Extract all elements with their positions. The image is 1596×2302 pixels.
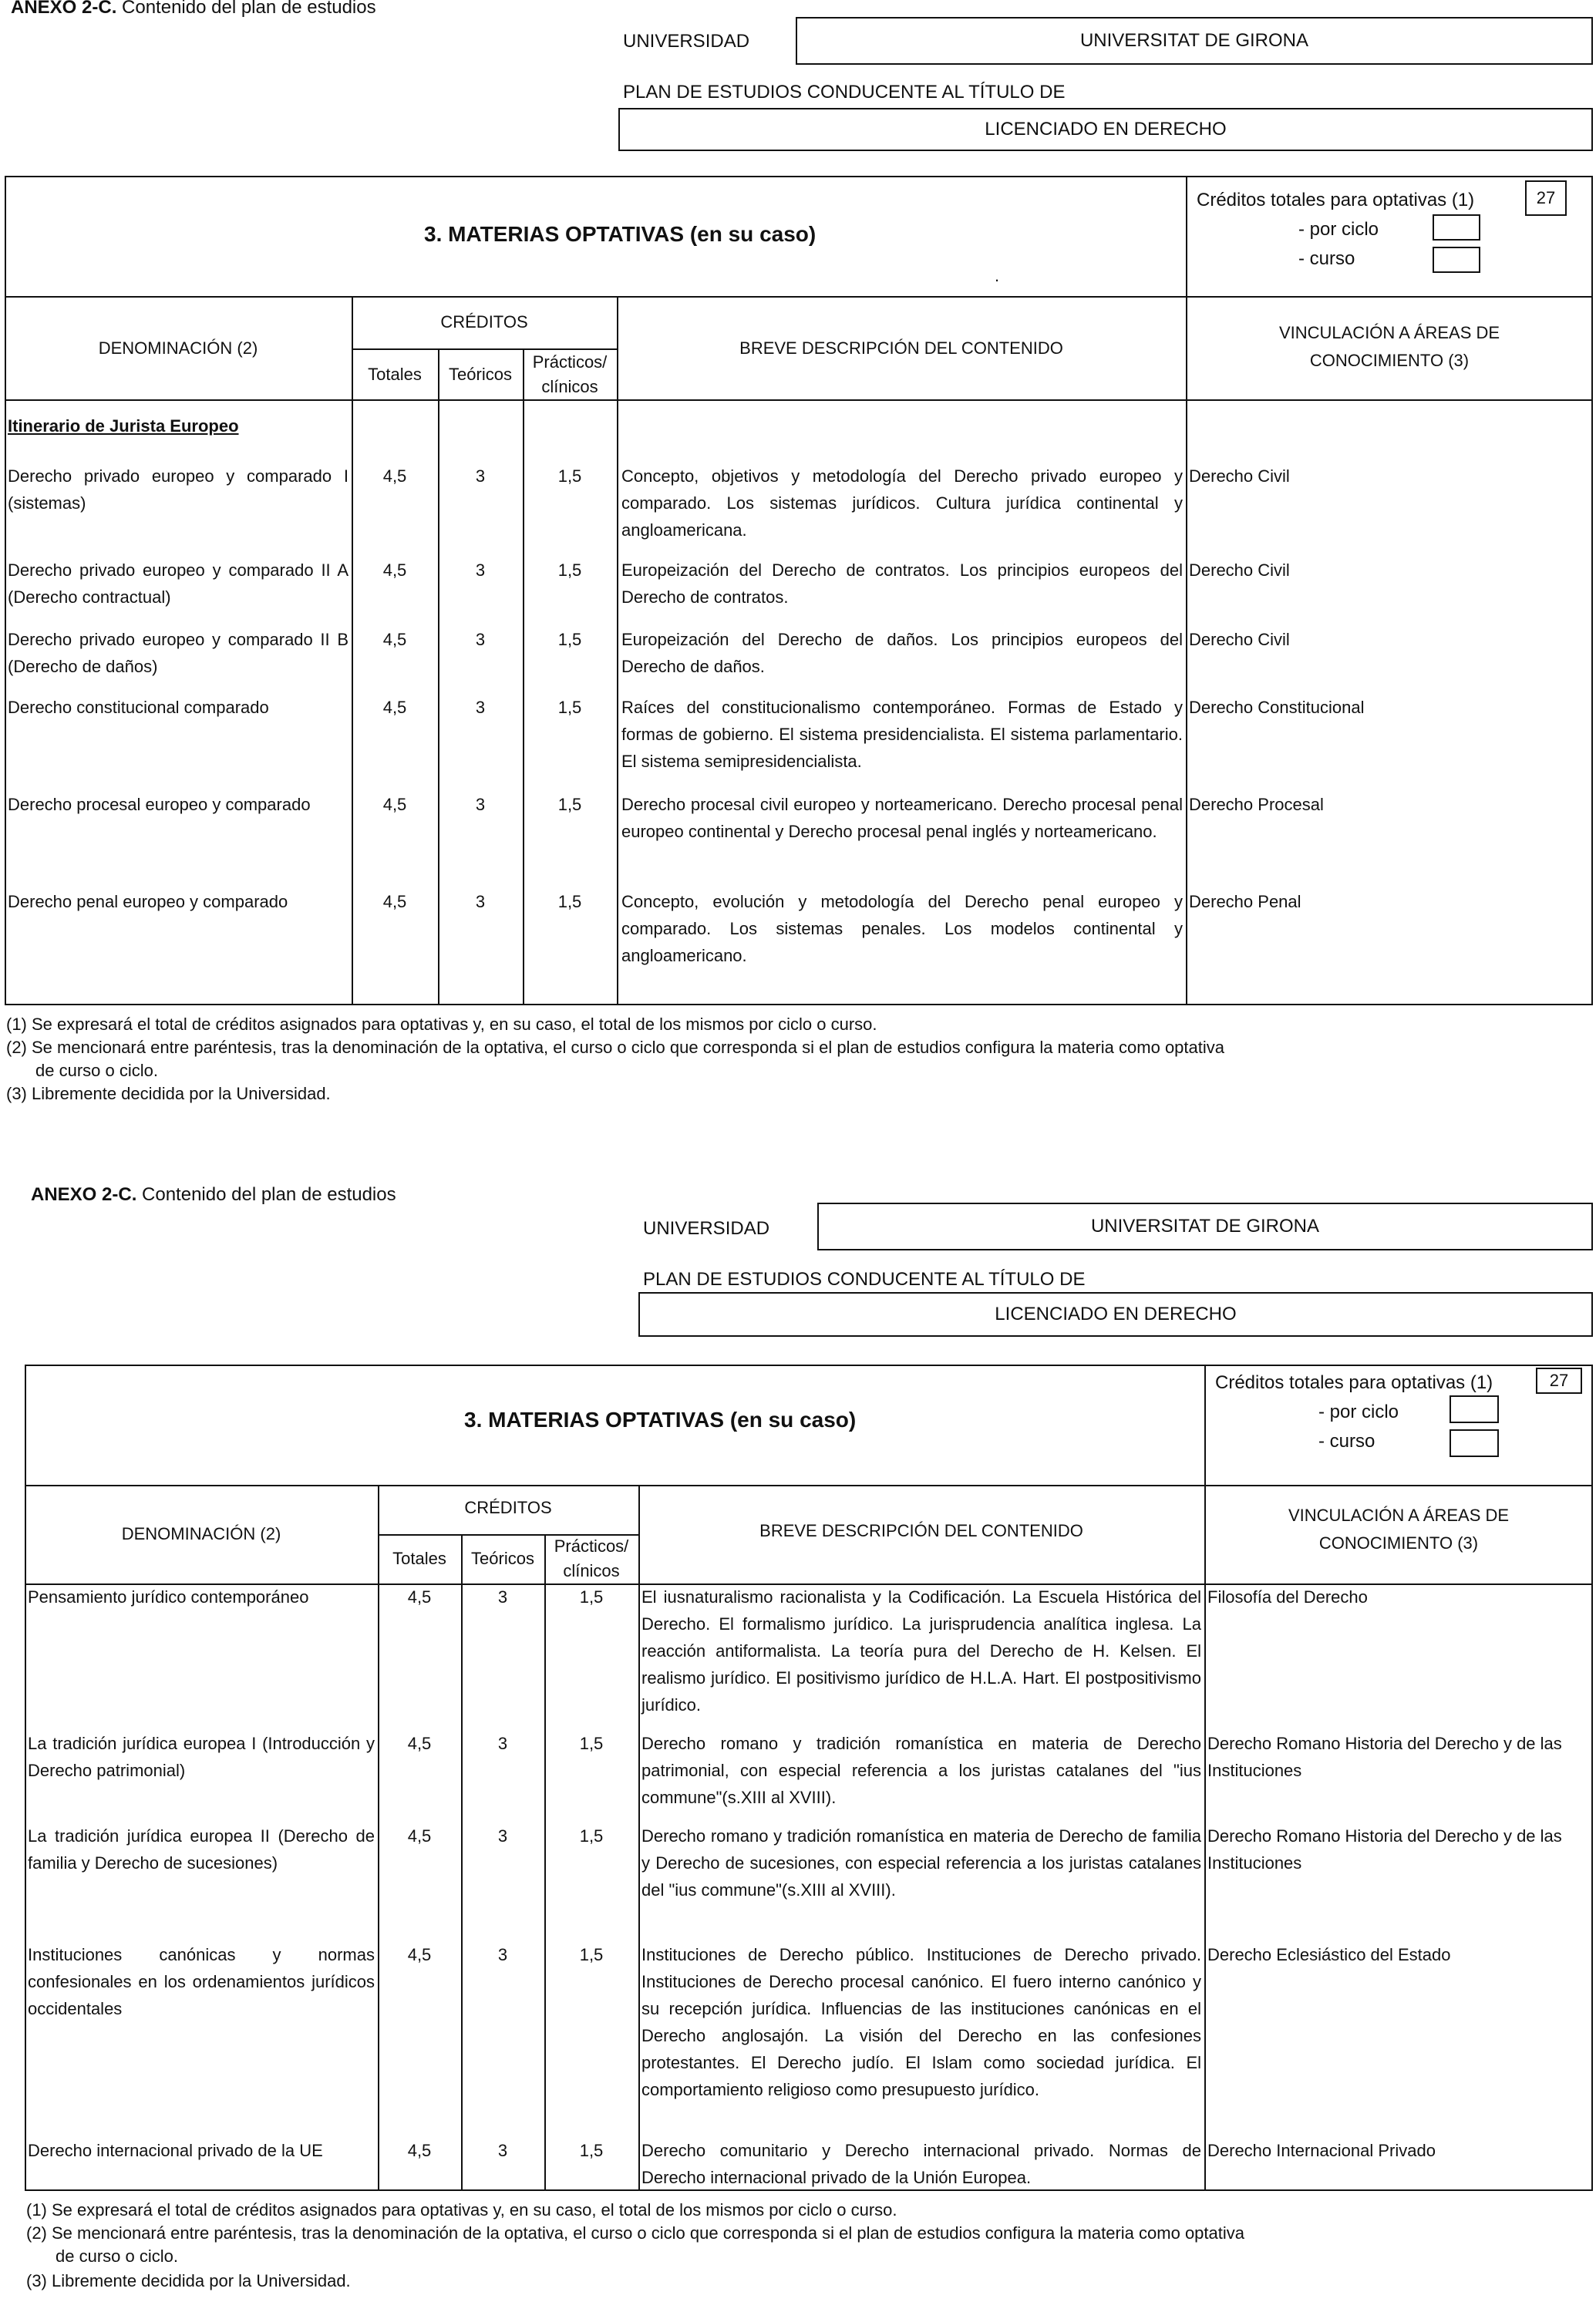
row-name: La tradición jurídica europea I (Introducción y Derecho patrimonial)	[28, 1734, 375, 1780]
row-practicos: 1,5	[557, 630, 582, 649]
header-teoricos: Teóricos	[471, 1549, 534, 1568]
row-practicos: 1,5	[557, 560, 582, 580]
row-practicos: 1,5	[579, 1587, 604, 1607]
row-name: Derecho privado europeo y comparado II B (Derecho de daños)	[8, 630, 348, 676]
row-name: Derecho privado europeo y comparado I (sistemas)	[8, 466, 348, 513]
header-practicos-2: clínicos	[563, 1561, 620, 1580]
degree-name: LICENCIADO EN DERECHO	[995, 1304, 1237, 1324]
row-area: Derecho Civil	[1189, 560, 1290, 580]
header-creditos: CRÉDITOS	[464, 1498, 552, 1517]
header-vinculacion-1: VINCULACIÓN A ÁREAS DE	[1288, 1506, 1510, 1525]
credits-total-value: 27	[1525, 180, 1567, 216]
line	[617, 296, 618, 1005]
row-practicos: 1,5	[579, 1945, 604, 1964]
por-ciclo-label: - por ciclo	[1298, 219, 1379, 240]
line	[1186, 296, 1187, 1005]
curso-box	[1450, 1429, 1499, 1457]
header-creditos: CRÉDITOS	[440, 312, 528, 332]
row-area: Derecho Internacional Privado	[1207, 2141, 1436, 2160]
row-description: Derecho procesal civil europeo y norteamericano. Derecho procesal penal europeo continental y Derecho procesal penal inglés y norteamericano.	[621, 795, 1183, 841]
row-area: Derecho Eclesiástico del Estado	[1207, 1945, 1451, 1964]
line	[1204, 1365, 1206, 1486]
row-teoricos: 3	[497, 1945, 508, 1964]
row-area: Derecho Constitucional	[1189, 698, 1365, 717]
row-name: Pensamiento jurídico contemporáneo	[28, 1587, 309, 1607]
row-area: Derecho Penal	[1189, 892, 1301, 911]
credits-total-label: Créditos totales para optativas (1)	[1215, 1372, 1493, 1393]
row-name: Derecho procesal europeo y comparado	[8, 795, 311, 814]
row-name: Instituciones canónicas y normas confesionales en los ordenamientos jurídicos occidentales	[28, 1945, 375, 2018]
line	[5, 296, 1593, 298]
line	[1186, 176, 1187, 297]
annex-rest: Contenido del plan de estudios	[142, 1184, 396, 1205]
annex-bold: ANEXO 2-C.	[31, 1184, 137, 1205]
section-title: 3. MATERIAS OPTATIVAS (en su caso)	[464, 1408, 857, 1432]
row-practicos: 1,5	[557, 795, 582, 814]
row-area: Derecho Romano Historia del Derecho y de las Instituciones	[1207, 1826, 1562, 1873]
header-teoricos: Teóricos	[449, 365, 512, 384]
row-practicos: 1,5	[579, 2141, 604, 2160]
row-description: Derecho romano y tradición romanística en materia de Derecho de familia y Derecho de sucesiones, con especial referencia a los juristas catalanes del "ius commune"(s.XIII al XVIII).	[641, 1826, 1201, 1900]
header-practicos-2: clínicos	[541, 377, 598, 396]
footnote-3: (3) Libremente decidida por la Universidad.	[6, 1084, 331, 1103]
row-totales: 4,5	[407, 1587, 432, 1607]
row-teoricos: 3	[475, 698, 486, 717]
row-teoricos: 3	[475, 795, 486, 814]
row-practicos: 1,5	[579, 1734, 604, 1753]
row-area: Derecho Civil	[1189, 466, 1290, 486]
row-name: Derecho constitucional comparado	[8, 698, 269, 717]
header-descripcion: BREVE DESCRIPCIÓN DEL CONTENIDO	[759, 1521, 1083, 1540]
row-area: Derecho Romano Historia del Derecho y de las Instituciones	[1207, 1734, 1562, 1780]
row-totales: 4,5	[407, 1826, 432, 1846]
line	[544, 1534, 546, 2191]
plan-label: PLAN DE ESTUDIOS CONDUCENTE AL TÍTULO DE	[623, 82, 1066, 103]
credits-total-value: 27	[1536, 1368, 1582, 1394]
row-totales: 4,5	[382, 630, 407, 649]
row-description: Derecho comunitario y Derecho internacional privado. Normas de Derecho internacional privado de la Unión Europea.	[641, 2141, 1201, 2187]
row-totales: 4,5	[407, 1945, 432, 1964]
row-totales: 4,5	[382, 795, 407, 814]
row-totales: 4,5	[407, 2141, 432, 2160]
row-description: Derecho romano y tradición romanística en materia de Derecho patrimonial, con especial referencia a los juristas catalanes del "ius commune"(s.XIII al XVIII).	[641, 1734, 1201, 1807]
annex-rest: Contenido del plan de estudios	[122, 0, 376, 18]
line	[25, 1485, 1593, 1486]
footnote-2: (2) Se mencionará entre paréntesis, tras la denominación de la optativa, el curso o ciclo que corresponda si el plan de estudios configura la materia como optativa	[6, 1038, 1224, 1057]
annex-title	[31, 1184, 396, 1206]
annex-title	[11, 0, 376, 19]
row-teoricos: 3	[497, 2141, 508, 2160]
degree-box	[638, 1292, 1593, 1337]
header-vinculacion-2: CONOCIMIENTO (3)	[1318, 1533, 1479, 1553]
itinerary-title: Itinerario de Jurista Europeo	[8, 416, 239, 436]
university-name: UNIVERSITAT DE GIRONA	[1090, 1216, 1320, 1237]
row-area: Filosofía del Derecho	[1207, 1587, 1368, 1607]
row-name: La tradición jurídica europea II (Derecho de familia y Derecho de sucesiones)	[28, 1826, 375, 1873]
section-title: 3. MATERIAS OPTATIVAS (en su caso)	[424, 222, 817, 246]
row-description: Concepto, evolución y metodología del Derecho penal europeo y comparado. Los sistemas penales. Los modelos continental y angloamericano.	[621, 892, 1183, 965]
row-totales: 4,5	[382, 560, 407, 580]
decorative-dot: .	[995, 266, 1000, 285]
footnote-1: (1) Se expresará el total de créditos asignados para optativas y, en su caso, el total de los mismos por ciclo o curso.	[6, 1015, 877, 1034]
footnote-1: (1) Se expresará el total de créditos asignados para optativas y, en su caso, el total de los mismos por ciclo o curso.	[26, 2200, 897, 2220]
row-name: Derecho penal europeo y comparado	[8, 892, 288, 911]
line	[5, 399, 1593, 401]
row-practicos: 1,5	[579, 1826, 604, 1846]
header-practicos-1: Prácticos/	[554, 1536, 629, 1556]
annex-bold: ANEXO 2-C.	[11, 0, 117, 18]
header-denominacion: DENOMINACIÓN (2)	[121, 1524, 281, 1543]
row-description: Concepto, objetivos y metodología del Derecho privado europeo y comparado. Los sistemas jurídicos. Cultura jurídica continental y angloamericana.	[621, 466, 1183, 540]
university-name-box	[817, 1203, 1593, 1250]
row-totales: 4,5	[382, 892, 407, 911]
university-label: UNIVERSIDAD	[643, 1218, 770, 1239]
por-ciclo-box	[1433, 214, 1480, 241]
row-description: Europeización del Derecho de contratos. Los principios europeos del Derecho de contratos.	[621, 560, 1183, 607]
row-practicos: 1,5	[557, 698, 582, 717]
university-label: UNIVERSIDAD	[623, 31, 750, 52]
row-area: Derecho Procesal	[1189, 795, 1324, 814]
row-teoricos: 3	[475, 630, 486, 649]
header-vinculacion-2: CONOCIMIENTO (3)	[1309, 351, 1470, 370]
row-teoricos: 3	[475, 466, 486, 486]
por-ciclo-box	[1450, 1395, 1499, 1423]
row-totales: 4,5	[382, 698, 407, 717]
footnote-2b: de curso o ciclo.	[56, 2246, 178, 2266]
row-teoricos: 3	[497, 1587, 508, 1607]
curso-box	[1433, 247, 1480, 273]
por-ciclo-label: - por ciclo	[1318, 1402, 1399, 1422]
row-area: Derecho Civil	[1189, 630, 1290, 649]
header-practicos-1: Prácticos/	[532, 352, 608, 372]
credits-total-label: Créditos totales para optativas (1)	[1197, 190, 1475, 210]
row-teoricos: 3	[497, 1826, 508, 1846]
row-totales: 4,5	[382, 466, 407, 486]
row-name: Derecho privado europeo y comparado II A (Derecho contractual)	[8, 560, 348, 607]
row-totales: 4,5	[407, 1734, 432, 1753]
header-vinculacion-1: VINCULACIÓN A ÁREAS DE	[1278, 323, 1500, 342]
row-description: Instituciones de Derecho público. Instituciones de Derecho privado. Instituciones de Derecho procesal canónico. El fuero interno canónico y su recepción jurídica. Influencias de las instituciones canónicas en el Derecho anglosajón. La visión del Derecho en las confesiones protestantes. El Derecho judío. El Islam como sociedad jurídica. El comportamiento religioso como presupuesto jurídico.	[641, 1945, 1201, 2099]
header-descripcion: BREVE DESCRIPCIÓN DEL CONTENIDO	[739, 338, 1063, 358]
row-description: Raíces del constitucionalismo contemporáneo. Formas de Estado y formas de gobierno. El sistema presidencialista. El sistema parlamentario. El sistema semipresidencialista.	[621, 698, 1183, 771]
row-description: El iusnaturalismo racionalista y la Codificación. La Escuela Histórica del Derecho. El formalismo jurídico. La jurisprudencia analítica inglesa. La reacción antiformalista. La teoría pura del Derecho de H. Kelsen. El realismo jurídico. El positivismo jurídico de H.L.A. Hart. El postpositivismo jurídico.	[641, 1587, 1201, 1715]
line	[461, 1534, 463, 2191]
curso-label: - curso	[1298, 248, 1355, 269]
header-totales: Totales	[368, 365, 422, 384]
university-name: UNIVERSITAT DE GIRONA	[1079, 30, 1309, 51]
row-teoricos: 3	[475, 892, 486, 911]
row-practicos: 1,5	[557, 892, 582, 911]
row-name: Derecho internacional privado de la UE	[28, 2141, 323, 2160]
footnote-3: (3) Libremente decidida por la Universidad.	[26, 2271, 351, 2290]
plan-label: PLAN DE ESTUDIOS CONDUCENTE AL TÍTULO DE	[643, 1269, 1086, 1290]
university-name-box	[796, 17, 1593, 65]
degree-box	[618, 108, 1593, 151]
line	[1204, 1485, 1206, 2191]
footnote-2: (2) Se mencionará entre paréntesis, tras la denominación de la optativa, el curso o ciclo que corresponda si el plan de estudios configura la materia como optativa	[26, 2223, 1244, 2243]
degree-name: LICENCIADO EN DERECHO	[985, 119, 1227, 140]
row-teoricos: 3	[475, 560, 486, 580]
line	[638, 1485, 640, 2191]
curso-label: - curso	[1318, 1431, 1375, 1452]
row-practicos: 1,5	[557, 466, 582, 486]
footnote-2b: de curso o ciclo.	[35, 1061, 158, 1080]
header-totales: Totales	[392, 1549, 446, 1568]
header-denominacion: DENOMINACIÓN (2)	[98, 338, 258, 358]
row-description: Europeización del Derecho de daños. Los principios europeos del Derecho de daños.	[621, 630, 1183, 676]
row-teoricos: 3	[497, 1734, 508, 1753]
